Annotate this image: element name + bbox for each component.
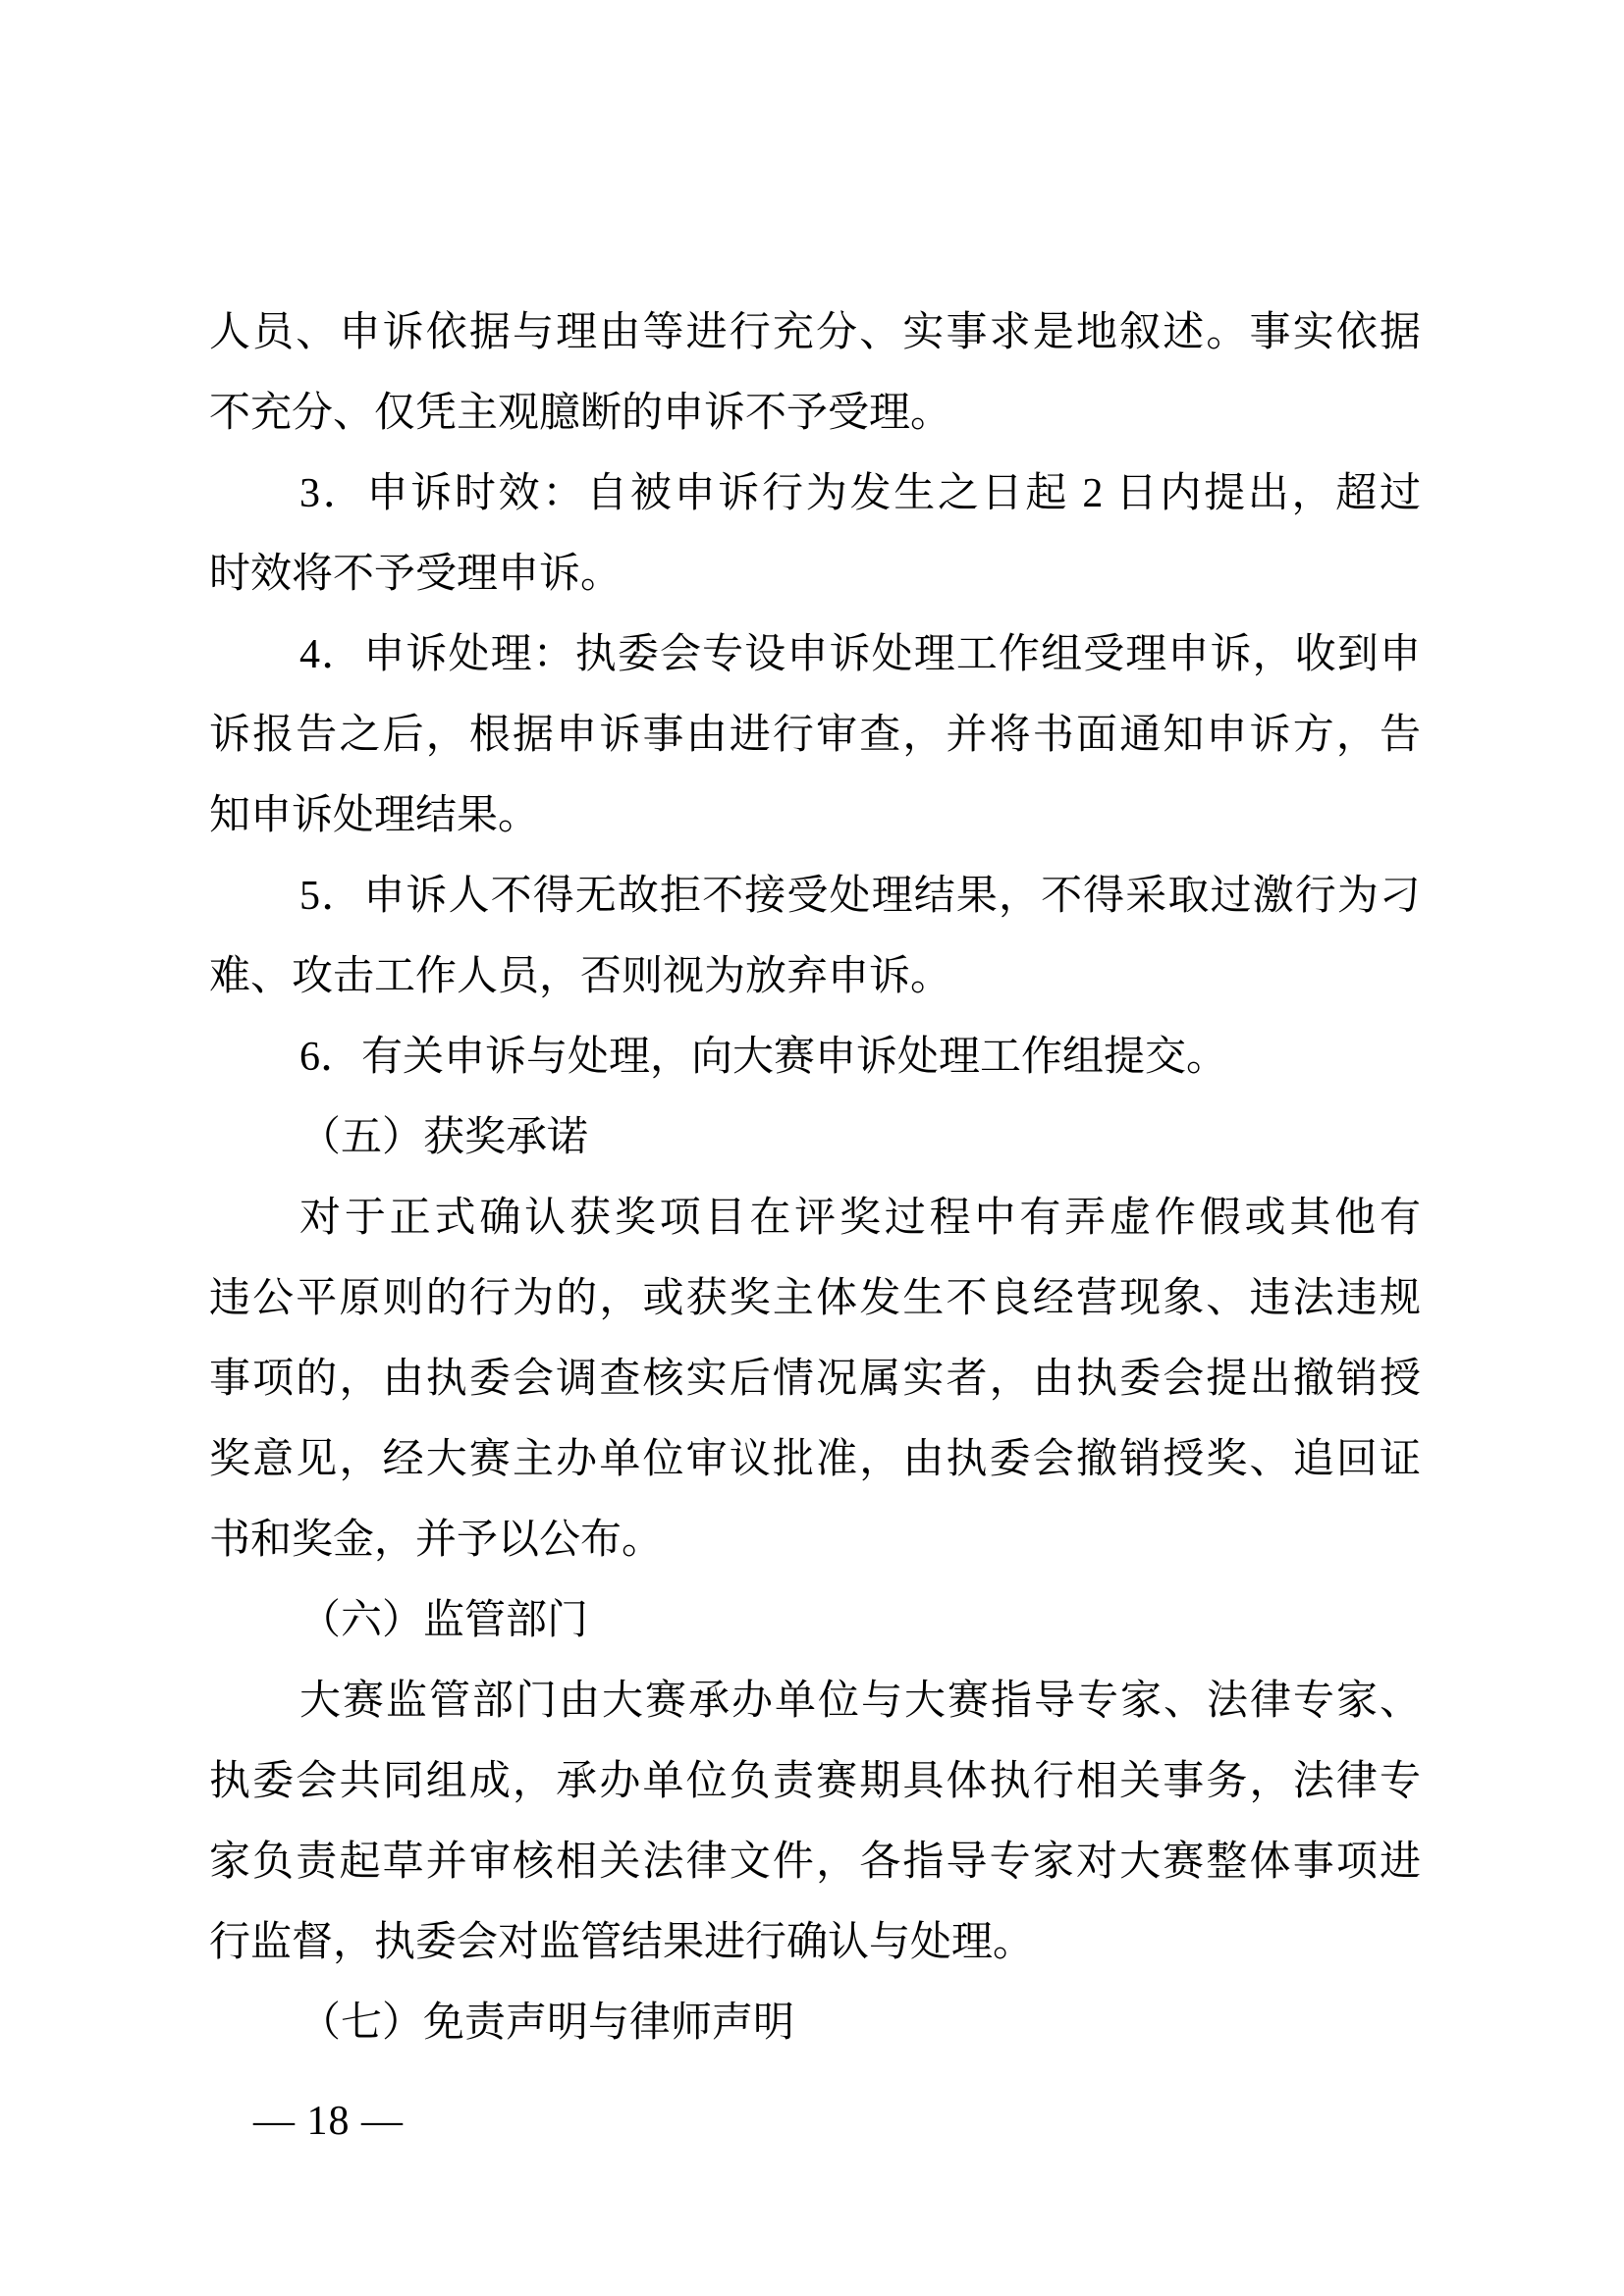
text-line: 难、攻击工作人员，否则视为放弃申诉。	[209, 954, 952, 999]
text-line: 知申诉处理结果。	[209, 793, 540, 838]
text-line: 执委会共同组成，承办单位负责赛期具体执行相关事务，法律专	[209, 1759, 1421, 1804]
page-number: — 18 —	[253, 2099, 404, 2144]
text-line: 行监督，执委会对监管结果进行确认与处理。	[209, 1920, 1035, 1965]
list-item-line: 4．申诉处理：执委会专设申诉处理工作组受理申诉，收到申	[299, 632, 1421, 677]
text-line: 对于正式确认获奖项目在评奖过程中有弄虚作假或其他有	[299, 1196, 1421, 1241]
section-heading: （六）监管部门	[299, 1598, 589, 1643]
text-line: 家负责起草并审核相关法律文件，各指导专家对大赛整体事项进	[209, 1840, 1421, 1885]
document-body	[209, 293, 1421, 2063]
text-line: 人员、申诉依据与理由等进行充分、实事求是地叙述。事实依据	[209, 310, 1421, 355]
list-item-line: 3．申诉时效：自被申诉行为发生之日起 2 日内提出，超过	[299, 471, 1421, 516]
text-line: 书和奖金，并予以公布。	[209, 1518, 664, 1563]
text-line: 时效将不予受理申诉。	[209, 552, 623, 597]
text-line: 不充分、仅凭主观臆断的申诉不予受理。	[209, 391, 952, 436]
section-heading: （七）免责声明与律师声明	[299, 2001, 795, 2046]
text-line: 大赛监管部门由大赛承办单位与大赛指导专家、法律专家、	[299, 1679, 1421, 1724]
list-item-line: 5．申诉人不得无故拒不接受处理结果，不得采取过激行为刁	[299, 874, 1421, 919]
text-line: 违公平原则的行为的，或获奖主体发生不良经营现象、违法违规	[209, 1276, 1421, 1321]
text-line: 诉报告之后，根据申诉事由进行审查，并将书面通知申诉方，告	[209, 713, 1421, 758]
text-line: 奖意见，经大赛主办单位审议批准，由执委会撤销授奖、追回证	[209, 1437, 1421, 1482]
text-line: 事项的，由执委会调查核实后情况属实者，由执委会提出撤销授	[209, 1357, 1421, 1402]
section-heading: （五）获奖承诺	[299, 1115, 589, 1160]
list-item-line: 6．有关申诉与处理，向大赛申诉处理工作组提交。	[299, 1035, 1228, 1080]
